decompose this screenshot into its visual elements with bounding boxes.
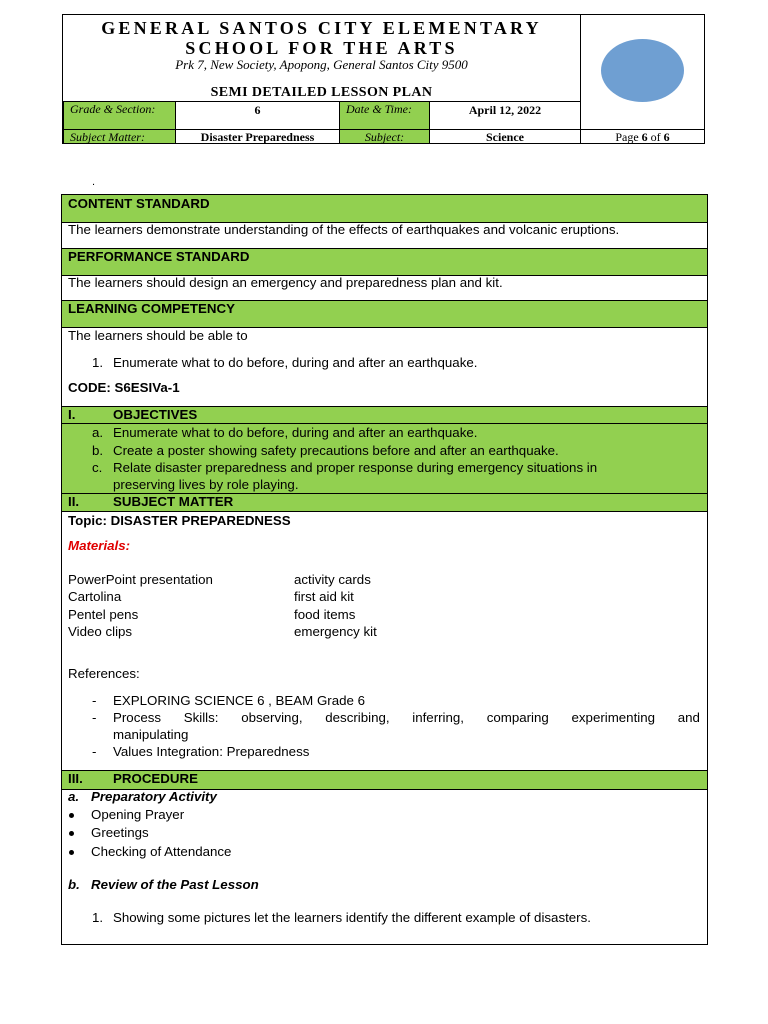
materials-label: Materials:: [68, 538, 131, 553]
material-item: Video clips: [68, 624, 133, 639]
competency-item-text: Enumerate what to do before, during and after an earthquake.: [113, 355, 478, 370]
learning-competency-intro: The learners should be able to: [68, 328, 248, 343]
reference-text: Values Integration: Preparedness: [113, 744, 310, 759]
material-item: first aid kit: [294, 589, 354, 604]
subject-matter-number: II.: [68, 494, 80, 509]
activity-a-label: a.: [68, 789, 80, 804]
reference-text: EXPLORING SCIENCE 6 , BEAM Grade 6: [113, 693, 365, 708]
lesson-plan-title: SEMI DETAILED LESSON PLAN: [210, 85, 433, 100]
subject-label: Subject:: [339, 129, 430, 144]
stray-mark: .: [92, 176, 96, 188]
subject-matter-heading: SUBJECT MATTER: [113, 494, 234, 509]
school-name-line1: GENERAL SANTOS CITY ELEMENTARY: [101, 18, 542, 38]
reference-word: comparing: [486, 710, 549, 725]
reference-text-continued: manipulating: [113, 727, 189, 742]
reference-word: Skills:: [183, 710, 219, 725]
competency-code: CODE: S6ESIVa-1: [68, 380, 180, 395]
performance-standard-heading: PERFORMANCE STANDARD: [68, 249, 250, 264]
material-item: Cartolina: [68, 589, 122, 604]
school-address: Prk 7, New Society, Apopong, General Santos City 9500: [175, 57, 468, 72]
reference-word: and: [677, 710, 700, 725]
activity-b-title: Review of the Past Lesson: [91, 877, 259, 892]
learning-competency-heading: LEARNING COMPETENCY: [68, 301, 235, 316]
procedure-number: III.: [68, 771, 83, 786]
performance-standard-text: The learners should design an emergency and preparedness plan and kit.: [68, 275, 503, 290]
topic-line: Topic: DISASTER PREPAREDNESS: [68, 513, 291, 528]
bullet-icon: [69, 813, 74, 818]
competency-item-number: 1.: [92, 355, 104, 370]
reference-word: experimenting: [571, 710, 656, 725]
activity-a-title: Preparatory Activity: [91, 789, 217, 804]
grade-section-label: Grade & Section:: [63, 101, 176, 130]
reference-dash: -: [92, 693, 97, 708]
material-item: food items: [294, 607, 356, 622]
bullet-item: Opening Prayer: [91, 807, 185, 822]
objectives-number: I.: [68, 407, 76, 422]
reference-dash: -: [92, 710, 97, 725]
objective-letter: c.: [92, 460, 103, 475]
school-name-line2: SCHOOL FOR THE ARTS: [185, 38, 458, 58]
objective-text: Relate disaster preparedness and proper response during emergency situations in: [113, 460, 598, 475]
objective-letter: b.: [92, 443, 104, 458]
material-item: PowerPoint presentation: [68, 572, 213, 587]
objectives-divider: [62, 423, 707, 424]
reference-word: observing,: [241, 710, 303, 725]
school-logo: [601, 39, 684, 102]
review-item-text: Showing some pictures let the learners identify the different example of disasters.: [113, 910, 591, 925]
reference-word: inferring,: [412, 710, 464, 725]
material-item: emergency kit: [294, 624, 377, 639]
grade-section-value: 6: [175, 101, 340, 130]
reference-word: describing,: [325, 710, 390, 725]
page-indicator: Page 6 of 6: [580, 129, 705, 144]
bullet-item: Checking of Attendance: [91, 844, 232, 859]
subject-matter-value: Disaster Preparedness: [175, 129, 340, 144]
school-header: [62, 14, 705, 144]
review-item-number: 1.: [92, 910, 104, 925]
bullet-icon: [69, 831, 74, 836]
objectives-heading: OBJECTIVES: [113, 407, 198, 422]
material-item: Pentel pens: [68, 607, 139, 622]
date-time-value: April 12, 2022: [429, 101, 581, 130]
bullet-icon: [69, 850, 74, 855]
reference-text-justified: [113, 710, 700, 726]
subject-value: Science: [429, 129, 581, 144]
reference-dash: -: [92, 744, 97, 759]
bullet-item: Greetings: [91, 825, 149, 840]
content-standard-heading: CONTENT STANDARD: [68, 196, 210, 211]
material-item: activity cards: [294, 572, 371, 587]
subject-matter-label: Subject Matter:: [63, 129, 176, 144]
references-label: References:: [68, 666, 140, 681]
objective-letter: a.: [92, 425, 104, 440]
objective-text-continued: preserving lives by role playing.: [113, 477, 299, 492]
activity-b-label: b.: [68, 877, 80, 892]
content-standard-text: The learners demonstrate understanding of the effects of earthquakes and volcanic eruptions.: [68, 222, 620, 237]
reference-word: Process: [113, 710, 162, 725]
procedure-heading: PROCEDURE: [113, 771, 198, 786]
date-time-label: Date & Time:: [339, 101, 430, 130]
lesson-plan-body: [61, 194, 708, 945]
objective-text: Create a poster showing safety precautions before and after an earthquake.: [113, 443, 559, 458]
objective-text: Enumerate what to do before, during and after an earthquake.: [113, 425, 478, 440]
